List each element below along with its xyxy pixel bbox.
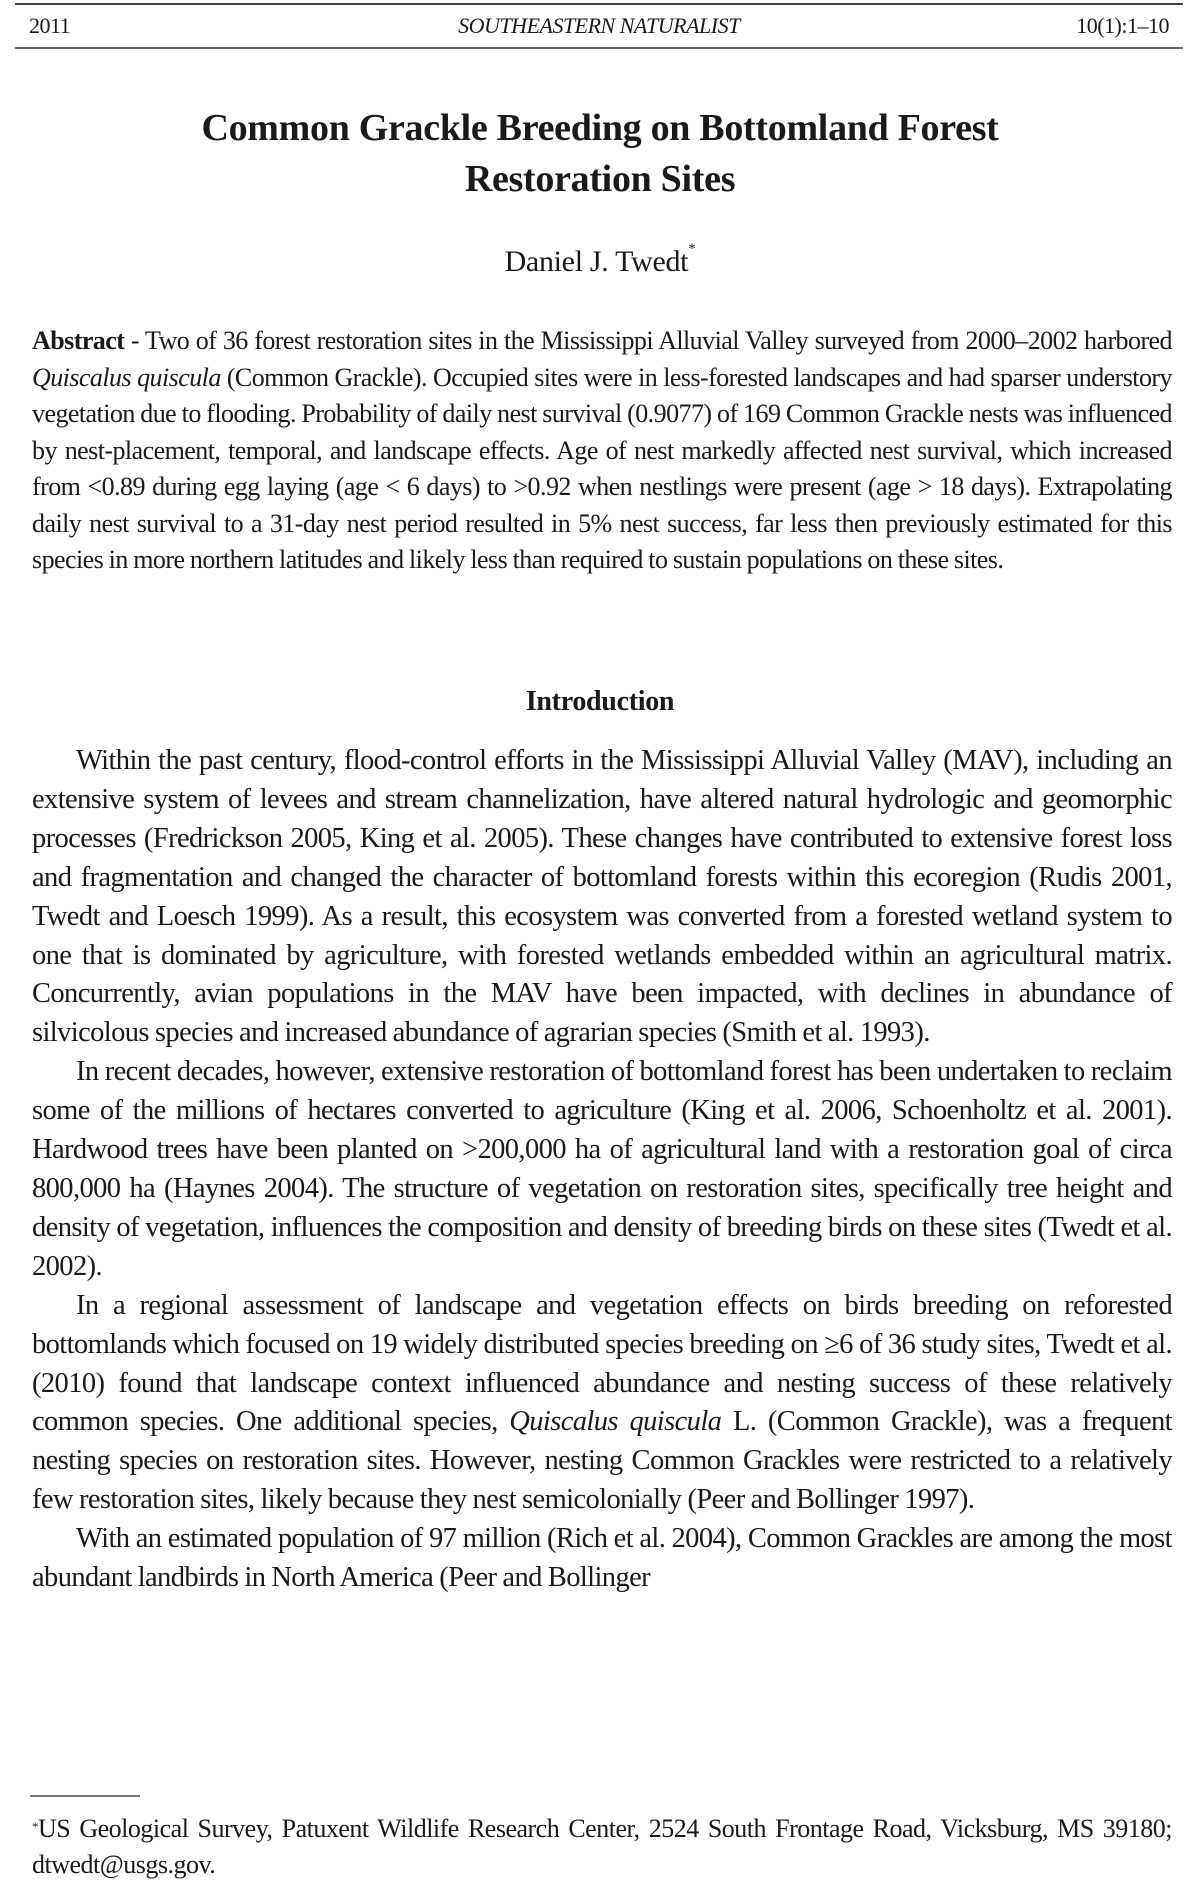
- abstract-separator: -: [124, 326, 146, 355]
- footnote-divider: [30, 1795, 140, 1797]
- introduction-body: [32, 742, 1172, 1598]
- abstract-label: Abstract: [32, 326, 125, 355]
- section-heading-introduction: Introduction: [525, 686, 675, 717]
- abstract-species-name: Quiscalus quiscula: [32, 362, 221, 392]
- species-name: Quiscalus quiscula: [509, 1406, 722, 1438]
- footnote-text: US Geological Survey, Patuxent Wildlife Research Center, 2524 South Frontage Road, Vicksburg, MS 39180; dtwedt@usgs.gov.: [32, 1814, 1172, 1879]
- paragraph: [32, 1287, 1172, 1520]
- abstract-text-part2: (Common Grackle). Occupied sites were in less-forested landscapes and had sparser understory vegetation due to flooding. Probability of daily nest survival (0.9077) of 169 Common Grackle nests was influenced by nest-placement, temporal, and landscape effects. Age of nest markedly affected nest survival, which increased from <0.89 during egg laying (age < 6 days) to >0.92 when nestlings were present (age > 18 days). Extrapolating daily nest survival to a 31-day nest period resulted in 5% nest success, far less then previously estimated for this species in more northern latitudes and likely less than required to sustain populations on these sites.: [32, 362, 1172, 574]
- paragraph: In recent decades, however, extensive restoration of bottomland forest has been undertaken to reclaim some of the millions of hectares converted to agriculture (King et al. 2006, Schoenholtz et al. 2001). Hardwood trees have been planted on >200,000 ha of agricultural land with a restoration goal of circa 800,000 ha (Haynes 2004). The structure of vegetation on restoration sites, specifically tree height and density of vegetation, influences the composition and density of breeding birds on these sites (Twedt et al. 2002).: [32, 1056, 1172, 1282]
- author-affiliation-footnote: [32, 1811, 1172, 1883]
- abstract-text-part1: Two of 36 forest restoration sites in the Mississippi Alluvial Valley surveyed from 2000–2002 harbored: [145, 326, 1172, 355]
- paragraph-text-part1: In a regional assessment of landscape and vegetation effects on birds breeding on reforested bottomlands which focused on 19 widely distributed species breeding on ≥6 of 36 study sites, Twedt et al. (2010) found that landscape context influenced abundance and nesting success of these relatively common species. One additional species,: [32, 1289, 1172, 1438]
- header-journal-name: SOUTHEASTERN NATURALIST: [458, 13, 740, 38]
- paragraph-text-part2: L. (Common Grackle), was a frequent nesting species on restoration sites. However, nesting Common Grackles were restricted to a relatively few restoration sites, likely because they nest semicolonially (Peer and Bollinger 1997).: [32, 1406, 1173, 1516]
- author-name: Daniel J. Twedt: [504, 245, 689, 278]
- title-line-2: Restoration Sites: [464, 158, 736, 200]
- footnote-mark: *: [32, 1819, 38, 1834]
- author-byline: [0, 241, 1200, 279]
- abstract: [32, 323, 1172, 579]
- paragraph: Within the past century, flood-control efforts in the Mississippi Alluvial Valley (MAV), including an extensive system of levees and stream channelization, have altered natural hydrologic and geomorphic processes (Fredrickson 2005, King et al. 2005). These changes have contributed to extensive forest loss and fragmentation and changed the character of bottomland forests within this ecoregion (Rudis 2001, Twedt and Loesch 1999). As a result, this ecosystem was converted from a forested wetland system to one that is dominated by agriculture, with forested wetlands embedded within an agricultural matrix. Concurrently, avian populations in the MAV have been impacted, with declines in abundance of silvicolous species and increased abundance of agrarian species (Smith et al. 1993).: [32, 745, 1172, 1049]
- header-volume-pages: 10(1):1–10: [1076, 13, 1169, 38]
- header-year: 2011: [29, 13, 71, 38]
- running-header: [15, 3, 1183, 49]
- title-line-1: Common Grackle Breeding on Bottomland Forest: [201, 107, 999, 149]
- article-title: [0, 103, 1200, 205]
- author-footnote-mark: *: [688, 241, 696, 257]
- paragraph: With an estimated population of 97 million (Rich et al. 2004), Common Grackles are among the most abundant landbirds in North America (Peer and Bollinger: [32, 1523, 1172, 1594]
